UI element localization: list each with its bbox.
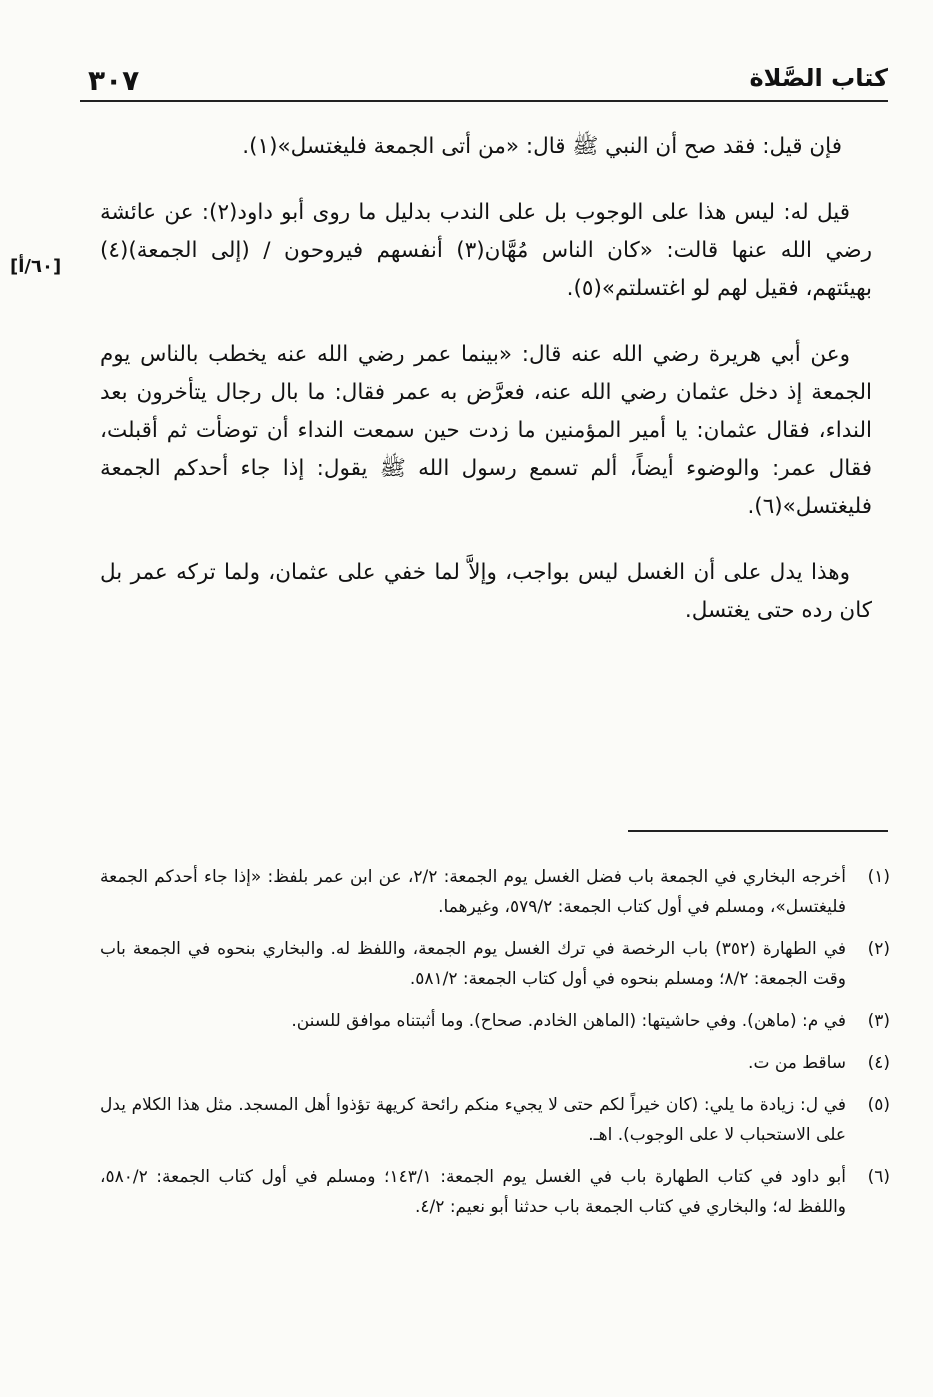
- footnote-text: ساقط من ت.: [748, 1053, 846, 1073]
- footnote-number: (١): [867, 867, 890, 887]
- footnote-number: (٦): [867, 1167, 890, 1187]
- footnote-separator: [628, 830, 888, 832]
- footnote-text: في م: (ماهن). وفي حاشيتها: (الماهن الخادم. صحاح). وما أثبتناه موافق للسنن.: [291, 1011, 846, 1031]
- footnote-number: (٣): [867, 1011, 890, 1031]
- paragraph: وعن أبي هريرة رضي الله عنه قال: «بينما عمر رضي الله عنه يخطب بالناس يوم الجمعة إذ دخل عثمان رضي الله عنه، فعرَّض به عمر فقال: ما بال رجال يتأخرون بعد النداء، فقال عثمان: يا أمير المؤمنين ما زدت حين سمعت النداء أن توضأت ثم أقبلت، فقال عمر: والوضوء أيضاً، ألم تسمع رسول الله ﷺ يقول: إذا جاء أحدكم الجمعة فليغتسل»(٦).: [100, 342, 872, 519]
- footnotes: [100, 862, 890, 1234]
- footnote-number: (٢): [867, 939, 890, 959]
- footnote-text: أبو داود في كتاب الطهارة باب في الغسل يوم الجمعة: ١٤٣/١؛ ومسلم في أول كتاب الجمعة: ٥٨٠/٢، واللفظ له؛ والبخاري في كتاب الجمعة باب حدثنا أبو نعيم: ٤/٢.: [100, 1167, 846, 1217]
- footnote-text: في ل: زيادة ما يلي: (كان خيراً لكم حتى لا يجيء منكم رائحة كريهة تؤذوا أهل المسجد. مثل هذا الكلام يدل على الاستحباب لا على الوجوب). اهـ.: [100, 1095, 846, 1145]
- page-number: ٣٠٧: [88, 64, 140, 97]
- footnote-number: (٥): [867, 1095, 890, 1115]
- footnote-number: (٤): [867, 1053, 890, 1073]
- running-title: كتاب الصَّلاة: [749, 64, 888, 92]
- paragraph: فإن قيل: فقد صح أن النبي ﷺ قال: «من أتى الجمعة فليغتسل»(١).: [242, 134, 842, 159]
- main-text: [100, 128, 872, 658]
- manuscript-folio-marker: [٦٠/أ]: [10, 256, 62, 277]
- paragraph: قيل له: ليس هذا على الوجوب بل على الندب بدليل ما روى أبو داود(٢): عن عائشة رضي الله عنها قالت: «كان الناس مُهَّان(٣) أنفسهم فيروحون / (إلى الجمعة)(٤) بهيئتهم، فقيل لهم لو اغتسلتم»(٥).: [100, 200, 873, 301]
- page-header: [80, 60, 888, 100]
- footnote: [100, 1048, 890, 1078]
- footnote: [100, 862, 890, 922]
- footnote: [100, 1162, 890, 1222]
- paragraph: وهذا يدل على أن الغسل ليس بواجب، وإلاَّ لما خفي على عثمان، ولما تركه عمر بل كان رده حتى يغتسل.: [100, 560, 872, 623]
- header-rule: [80, 100, 888, 102]
- footnote-text: في الطهارة (٣٥٢) باب الرخصة في ترك الغسل يوم الجمعة، واللفظ له. والبخاري بنحوه في الجمعة باب وقت الجمعة: ٨/٢؛ ومسلم بنحوه في أول كتاب الجمعة: ٥٨١/٢.: [100, 939, 846, 989]
- footnote: [100, 1090, 890, 1150]
- footnote: [100, 1006, 890, 1036]
- footnote-text: أخرجه البخاري في الجمعة باب فضل الغسل يوم الجمعة: ٢/٢، عن ابن عمر بلفظ: «إذا جاء أحدكم الجمعة فليغتسل»، ومسلم في أول كتاب الجمعة: ٥٧٩/٢، وغيرهما.: [100, 867, 846, 917]
- footnote: [100, 934, 890, 994]
